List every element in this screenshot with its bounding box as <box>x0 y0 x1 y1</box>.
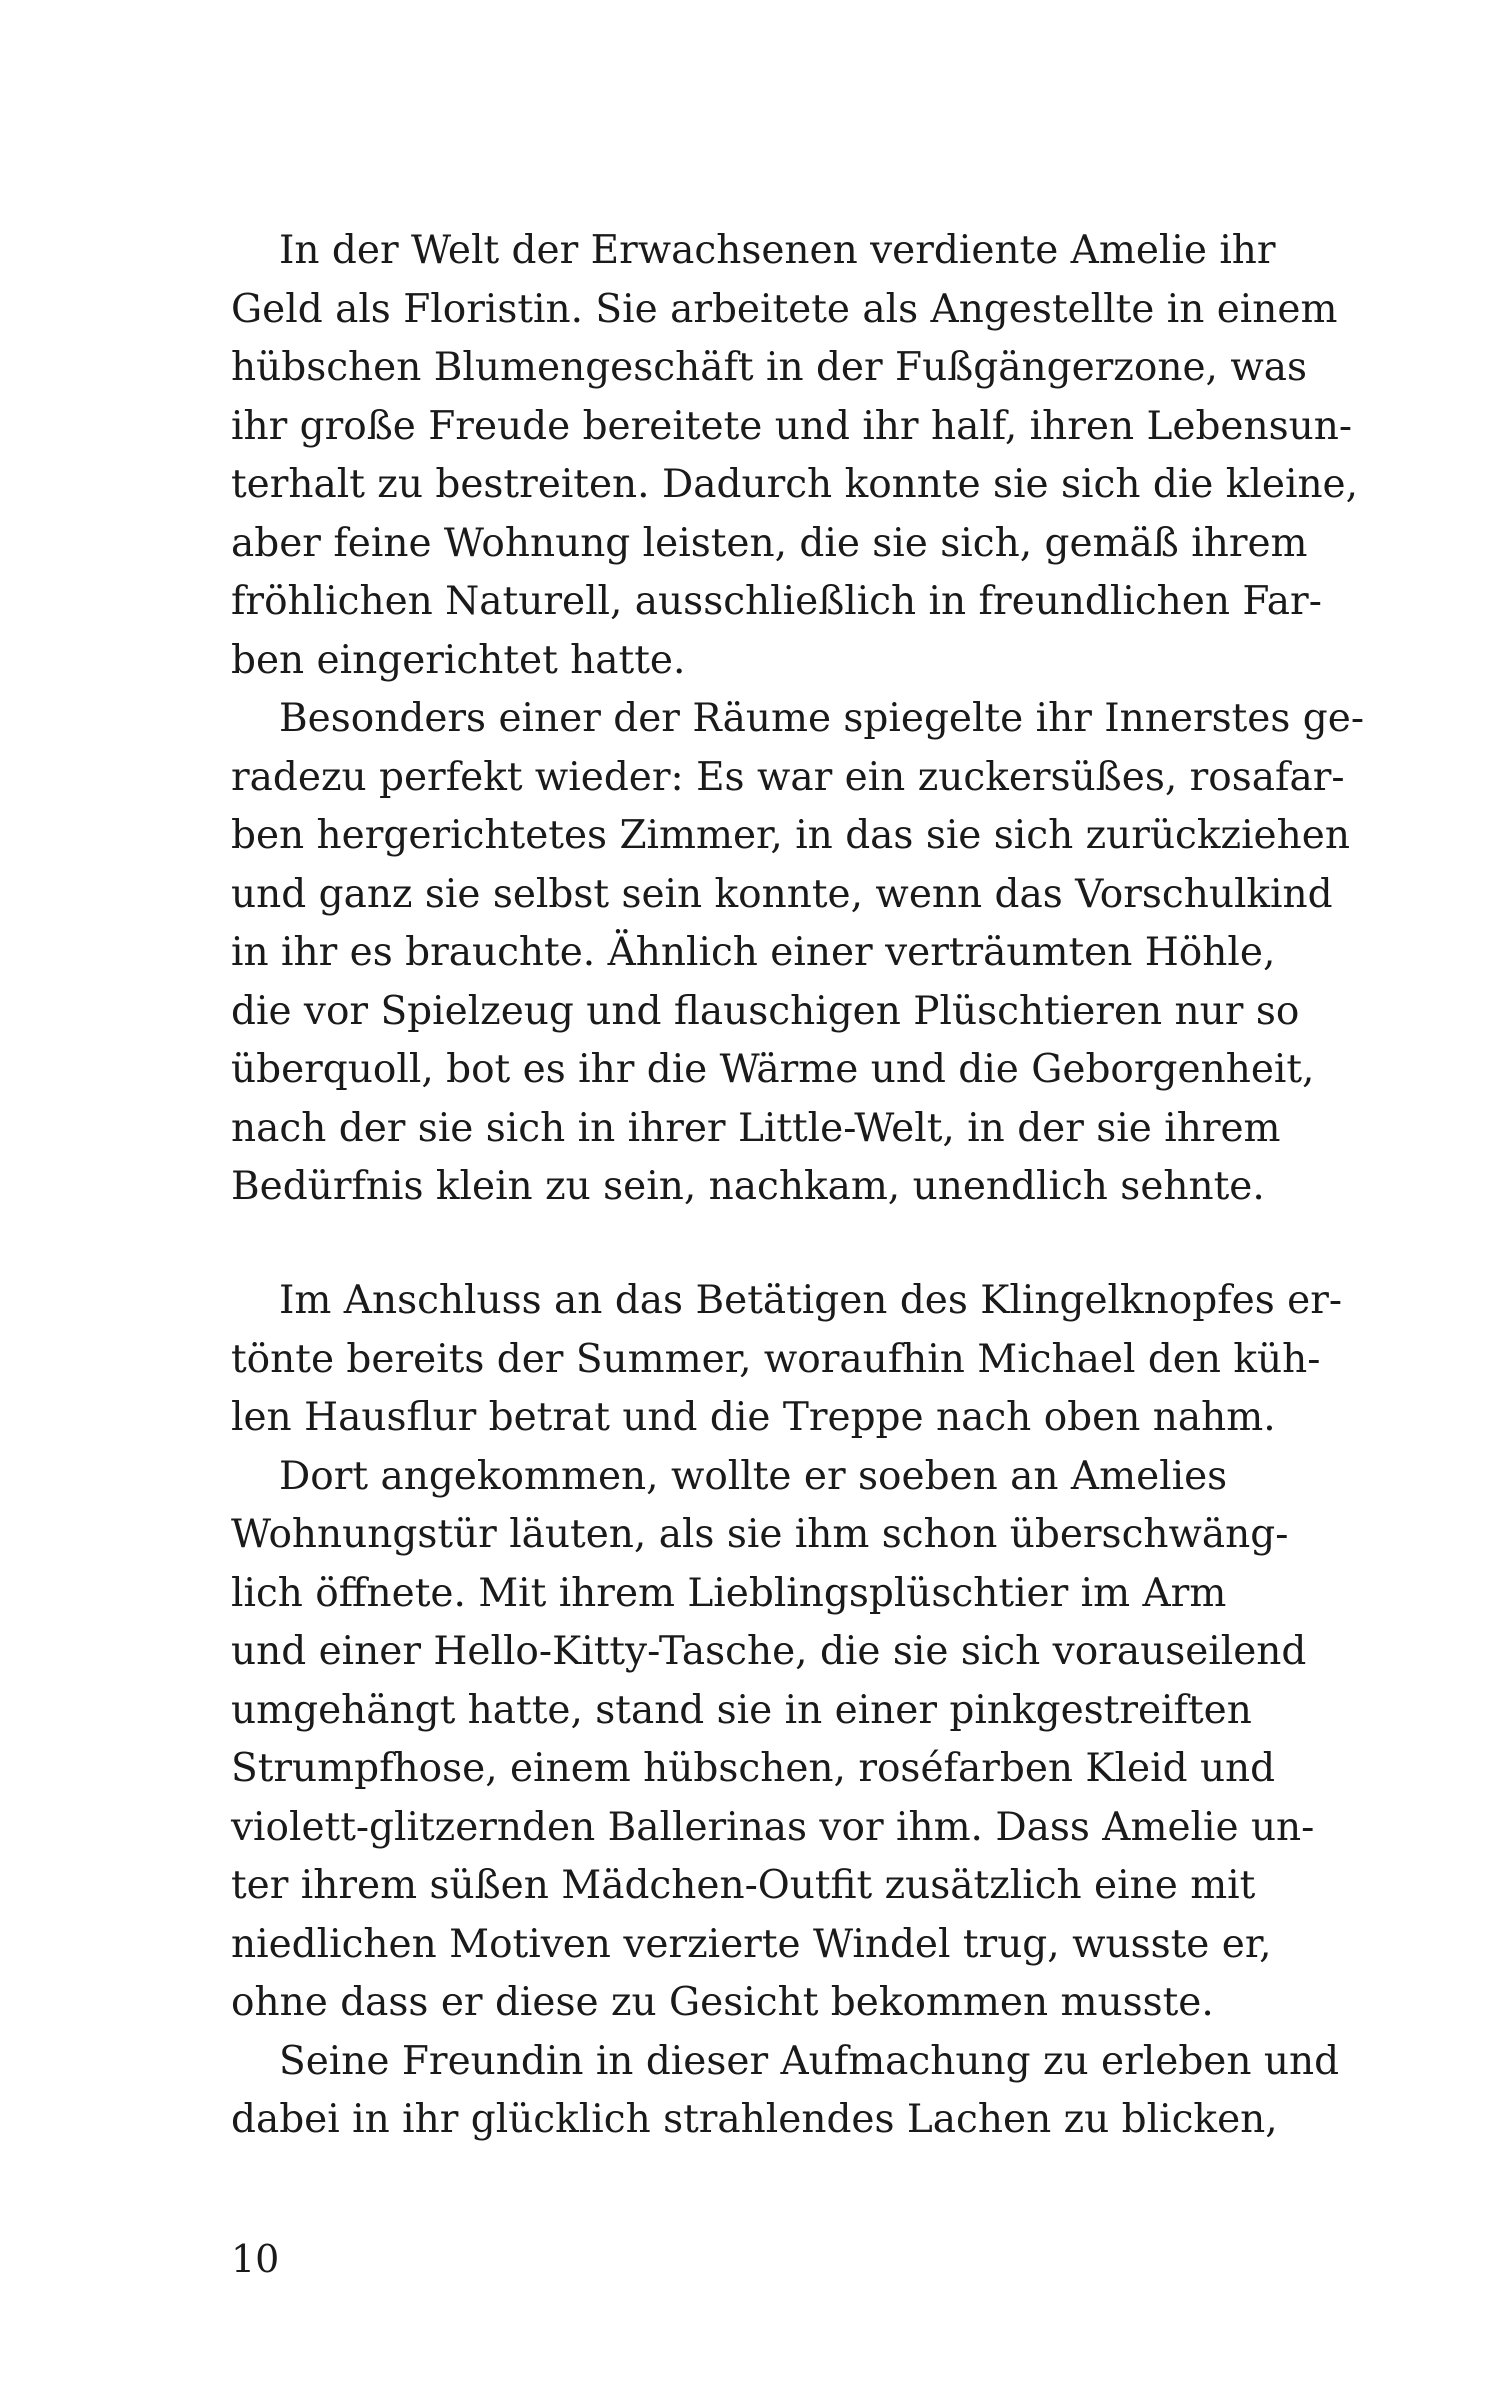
text-line: dabei in ihr glücklich strahlendes Lachen zu blicken, <box>231 2097 1278 2142</box>
text-line: Dort angekommen, wollte er soeben an Amelies <box>279 1453 1228 1499</box>
text-line: umgehängt hatte, stand sie in einer pinkgestreiften <box>231 1687 1252 1733</box>
text-line: Wohnungstür läuten, als sie ihm schon überschwäng- <box>231 1512 1289 1557</box>
text-section-1 <box>231 222 1365 1217</box>
text-line: len Hausflur betrat und die Treppe nach oben nahm. <box>231 1395 1276 1440</box>
text-line: und einer Hello-Kitty-Tasche, die sie sich vorauseilend <box>231 1629 1307 1674</box>
page-number: 10 <box>231 2237 280 2281</box>
text-line: Seine Freundin in dieser Aufmachung zu erleben und <box>279 2038 1340 2084</box>
text-line: und ganz sie selbst sein konnte, wenn das Vorschulkind <box>231 871 1333 917</box>
text-line: Besonders einer der Räume spiegelte ihr Innerstes ge- <box>279 696 1365 741</box>
paragraph-4 <box>231 1448 1315 2033</box>
text-line: ben eingerichtet hatte. <box>231 637 686 683</box>
text-line: ter ihrem süßen Mädchen-Outfit zusätzlich eine mit <box>231 1863 1256 1908</box>
text-line: aber feine Wohnung leisten, die sie sich, gemäß ihrem <box>231 520 1308 566</box>
paragraph-3 <box>231 1272 1343 1448</box>
text-line: In der Welt der Erwachsenen verdiente Amelie ihr <box>279 228 1276 273</box>
text-line: fröhlichen Naturell, ausschließlich in freundlichen Far- <box>231 579 1322 624</box>
text-line: radezu perfekt wieder: Es war ein zuckersüßes, rosafar- <box>231 754 1345 800</box>
text-line: ihr große Freude bereitete und ihr half, ihren Lebensun- <box>231 403 1353 449</box>
text-line: Strumpfhose, einem hübschen, roséfarben Kleid und <box>231 1746 1276 1791</box>
paragraph-1 <box>231 222 1359 690</box>
text-line: terhalt zu bestreiten. Dadurch konnte sie sich die kleine, <box>231 462 1359 507</box>
paragraph-5 <box>231 2033 1340 2150</box>
text-line: die vor Spielzeug und flauschigen Plüschtieren nur so <box>231 988 1300 1034</box>
text-line: Geld als Floristin. Sie arbeitete als Angestellte in einem <box>231 286 1338 332</box>
text-line: nach der sie sich in ihrer Little-Welt, in der sie ihrem <box>231 1105 1281 1151</box>
paragraph-2 <box>231 690 1365 1217</box>
text-line: Im Anschluss an das Betätigen des Klingelknopfes er- <box>279 1278 1343 1323</box>
text-line: ben hergerichtetes Zimmer, in das sie sich zurückziehen <box>231 813 1350 858</box>
text-line: überquoll, bot es ihr die Wärme und die Geborgenheit, <box>231 1047 1315 1092</box>
text-line: lich öffnete. Mit ihrem Lieblingsplüschtier im Arm <box>231 1570 1227 1616</box>
text-line: tönte bereits der Summer, woraufhin Michael den küh- <box>231 1336 1321 1382</box>
text-line: hübschen Blumengeschäft in der Fußgängerzone, was <box>231 345 1307 390</box>
text-section-2 <box>231 1272 1343 2150</box>
text-line: niedlichen Motiven verzierte Windel trug, wusste er, <box>231 1921 1272 1967</box>
text-line: in ihr es brauchte. Ähnlich einer verträumten Höhle, <box>231 930 1276 975</box>
text-line: Bedürfnis klein zu sein, nachkam, unendlich sehnte. <box>231 1164 1265 1209</box>
text-line: ohne dass er diese zu Gesicht bekommen musste. <box>231 1980 1214 2025</box>
text-line: violett-glitzernden Ballerinas vor ihm. Dass Amelie un- <box>231 1804 1315 1850</box>
